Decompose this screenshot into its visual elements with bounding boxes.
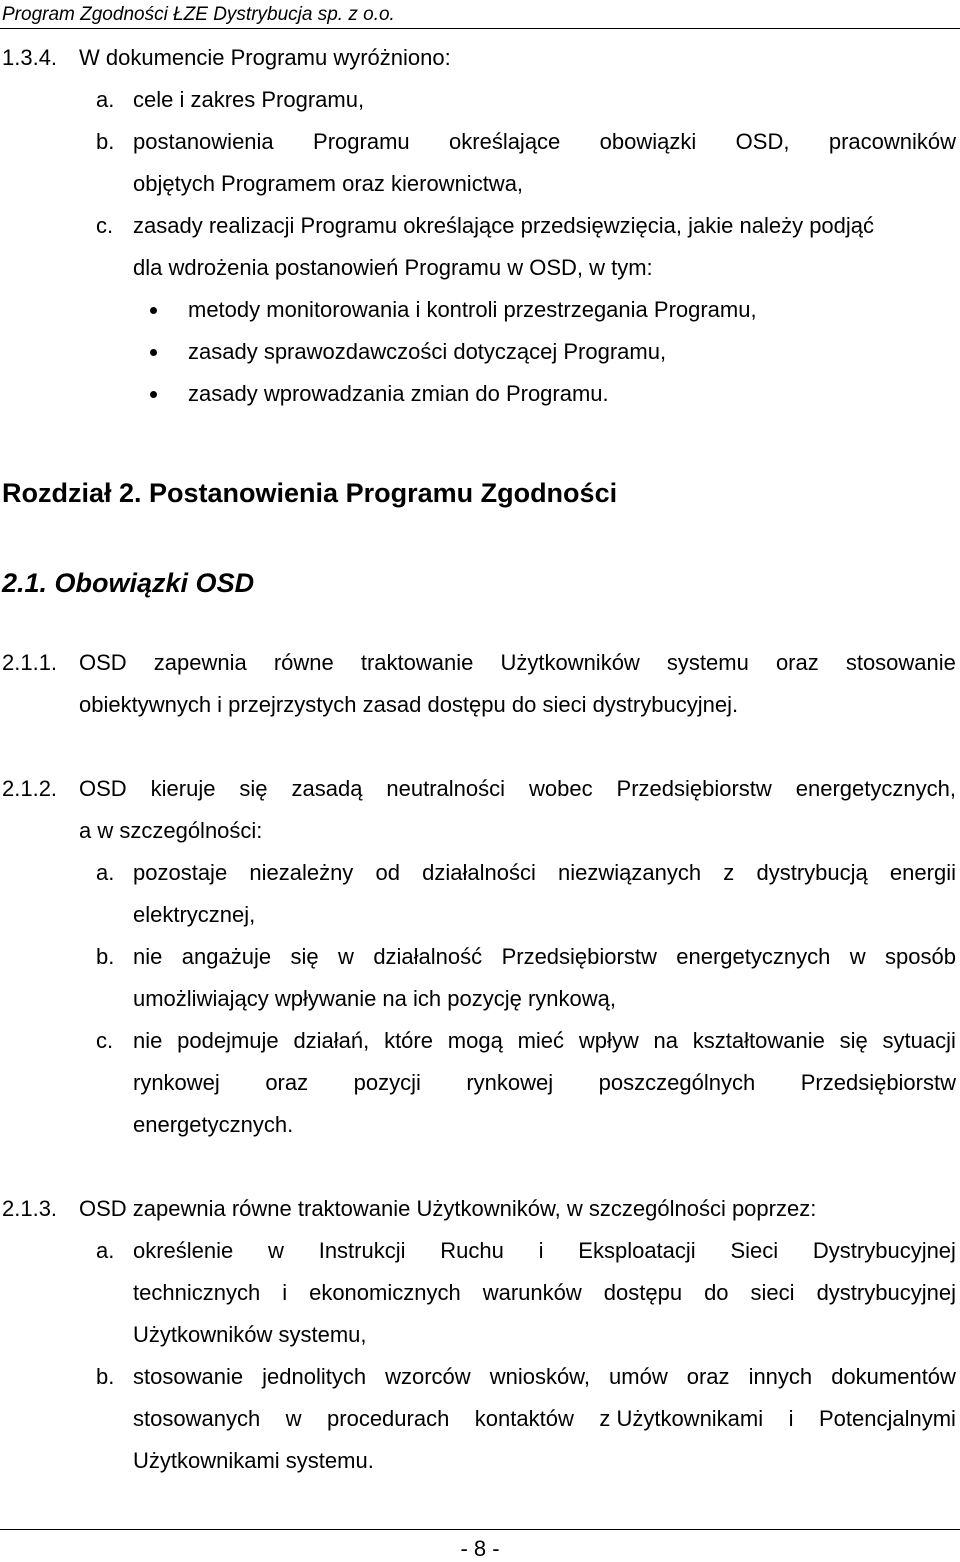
word: Przedsiębiorstw — [501, 944, 657, 969]
word: działalność — [373, 944, 483, 969]
word: obowiązki — [599, 129, 697, 154]
word: mieć — [517, 1028, 565, 1053]
word: dystrybucją — [756, 860, 868, 885]
word: Instrukcji — [318, 1238, 406, 1263]
word: i — [538, 1238, 544, 1263]
list-item-text: Użytkownikami systemu. — [133, 1448, 374, 1473]
page-number: - 8 - — [460, 1536, 500, 1561]
word: Przedsiębiorstw — [616, 776, 772, 801]
clause-number: 2.1.3. — [2, 1196, 58, 1221]
clause-number: 2.1.1. — [2, 650, 58, 675]
word: dystrybucyjnej — [816, 1280, 956, 1305]
word: postanowienia — [133, 129, 274, 154]
list-item-text: elektrycznej, — [133, 902, 256, 927]
bullet-item-text: metody monitorowania i kontroli przestrzegania Programu, — [188, 297, 757, 322]
list-item-text: zasady realizacji Programu określające przedsięwzięcia, jakie należy podjąć — [133, 213, 875, 238]
bullet-dot — [150, 307, 157, 314]
list-letter: a. — [96, 87, 115, 112]
list-item-text: dla wdrożenia postanowień Programu w OSD, w tym: — [133, 255, 653, 280]
bullet-item-text: zasady wprowadzania zmian do Programu. — [188, 381, 609, 406]
word: warunków — [482, 1280, 582, 1305]
word: neutralności — [386, 776, 506, 801]
word: określenie — [133, 1238, 234, 1263]
word: od — [375, 860, 400, 885]
word: angażuje — [181, 944, 272, 969]
list-item-line-justified — [133, 1028, 956, 1054]
list-letter: a. — [96, 1238, 115, 1263]
word: pozostaje — [133, 860, 228, 885]
word: równe — [273, 650, 334, 675]
word: sytuacji — [882, 1028, 956, 1053]
word: oraz — [686, 1364, 730, 1389]
list-item-line-justified — [133, 1364, 956, 1390]
word: oraz — [265, 1070, 309, 1095]
word: działań, — [293, 1028, 370, 1053]
word: nie — [133, 1028, 163, 1053]
word: Ruchu — [440, 1238, 504, 1263]
word: kieruje — [150, 776, 216, 801]
word: dokumentów — [831, 1364, 956, 1389]
list-item-line-justified — [133, 1406, 956, 1432]
clause-number: 1.3.4. — [2, 45, 58, 70]
word: traktowanie — [360, 650, 474, 675]
clause-number: 2.1.2. — [2, 776, 58, 801]
word: poszczególnych — [598, 1070, 756, 1095]
word: ekonomicznych — [309, 1280, 461, 1305]
word: i — [788, 1406, 794, 1431]
clause-text: W dokumencie Programu wyróżniono: — [79, 45, 451, 70]
word: w — [268, 1238, 284, 1263]
word: sieci — [750, 1280, 795, 1305]
word: wobec — [528, 776, 593, 801]
word: Użytkowników — [500, 650, 640, 675]
word: stosowanie — [845, 650, 956, 675]
word: kontaktów — [474, 1406, 574, 1431]
word: oraz — [775, 650, 819, 675]
word: Sieci — [730, 1238, 779, 1263]
word: w — [338, 944, 354, 969]
clause-line-justified — [79, 650, 956, 676]
list-letter: c. — [96, 213, 114, 238]
word: się — [239, 776, 268, 801]
word: wniosków, — [489, 1364, 590, 1389]
list-item-line-justified — [133, 860, 956, 886]
word: rynkowej — [466, 1070, 554, 1095]
word: kształtowanie — [692, 1028, 825, 1053]
word: mogą — [447, 1028, 503, 1053]
list-item-text: energetycznych. — [133, 1112, 294, 1137]
word: które — [384, 1028, 433, 1053]
chapter-heading: Rozdział 2. Postanowienia Programu Zgodności — [2, 478, 618, 508]
word: stosowanych — [133, 1406, 261, 1431]
word: Dystrybucyjnej — [812, 1238, 956, 1263]
bullet-dot — [150, 349, 157, 356]
word: się — [290, 944, 319, 969]
word: OSD, — [735, 129, 790, 154]
list-letter: b. — [96, 1364, 115, 1389]
word: z Użytkownikami — [599, 1406, 764, 1431]
word: jednolitych — [262, 1364, 367, 1389]
list-item-text: umożliwiający wpływanie na ich pozycję rynkową, — [133, 986, 616, 1011]
word: niezależny — [249, 860, 354, 885]
word: rynkowej — [133, 1070, 220, 1095]
word: w — [849, 944, 866, 969]
word: procedurach — [327, 1406, 450, 1431]
word: energetycznych — [676, 944, 831, 969]
bullet-dot — [150, 391, 157, 398]
list-letter: b. — [96, 129, 115, 154]
clause-text: a w szczególności: — [79, 818, 263, 843]
word: energii — [889, 860, 956, 885]
list-item-text: cele i zakres Programu, — [133, 87, 365, 112]
word: niezwiązanych — [558, 860, 702, 885]
word: Eksploatacji — [578, 1238, 696, 1263]
word: dostępu — [603, 1280, 683, 1305]
word: technicznych — [133, 1280, 261, 1305]
word: pozycji — [353, 1070, 421, 1095]
clause-text: OSD zapewnia równe traktowanie Użytkowników, w szczególności poprzez: — [79, 1196, 817, 1221]
word: do — [704, 1280, 729, 1305]
word: pracowników — [828, 129, 956, 154]
word: działalności — [422, 860, 536, 885]
word: wzorców — [385, 1364, 471, 1389]
word: podejmuje — [177, 1028, 279, 1053]
list-item-text: objętych Programem oraz kierownictwa, — [133, 171, 524, 196]
word: systemu — [666, 650, 749, 675]
list-letter: b. — [96, 944, 115, 969]
word: z — [723, 860, 735, 885]
list-item-line-justified — [133, 129, 956, 155]
word: Przedsiębiorstw — [800, 1070, 956, 1095]
list-item-line-justified — [133, 1070, 956, 1096]
word: Potencjalnymi — [818, 1406, 956, 1431]
bullet-item-text: zasady sprawozdawczości dotyczącej Programu, — [188, 339, 667, 364]
word: na — [653, 1028, 678, 1053]
word: sposób — [885, 944, 956, 969]
word: OSD — [79, 650, 127, 675]
word: umów — [609, 1364, 668, 1389]
word: określające — [449, 129, 561, 154]
list-letter: c. — [96, 1028, 114, 1053]
clause-text: obiektywnych i przejrzystych zasad dostępu do sieci dystrybucyjnej. — [79, 692, 739, 717]
word: w — [285, 1406, 302, 1431]
header-rule — [0, 28, 960, 29]
word: innych — [748, 1364, 813, 1389]
word: i — [282, 1280, 288, 1305]
list-item-line-justified — [133, 1238, 956, 1264]
word: się — [839, 1028, 868, 1053]
word: Programu — [313, 129, 410, 154]
word: zasadą — [291, 776, 363, 801]
page-header-title: Program Zgodności ŁZE Dystrybucja sp. z o.o. — [2, 4, 395, 25]
section-heading: 2.1. Obowiązki OSD — [2, 568, 255, 598]
footer-rule — [0, 1529, 960, 1530]
list-item-text: Użytkowników systemu, — [133, 1322, 367, 1347]
list-letter: a. — [96, 860, 115, 885]
list-item-line-justified — [133, 944, 956, 970]
word: stosowanie — [133, 1364, 244, 1389]
word: OSD — [79, 776, 127, 801]
clause-line-justified — [79, 776, 956, 802]
list-item-line-justified — [133, 1280, 956, 1306]
word: wpływ — [578, 1028, 639, 1053]
word: energetycznych, — [795, 776, 956, 801]
word: zapewnia — [153, 650, 247, 675]
word: nie — [133, 944, 163, 969]
